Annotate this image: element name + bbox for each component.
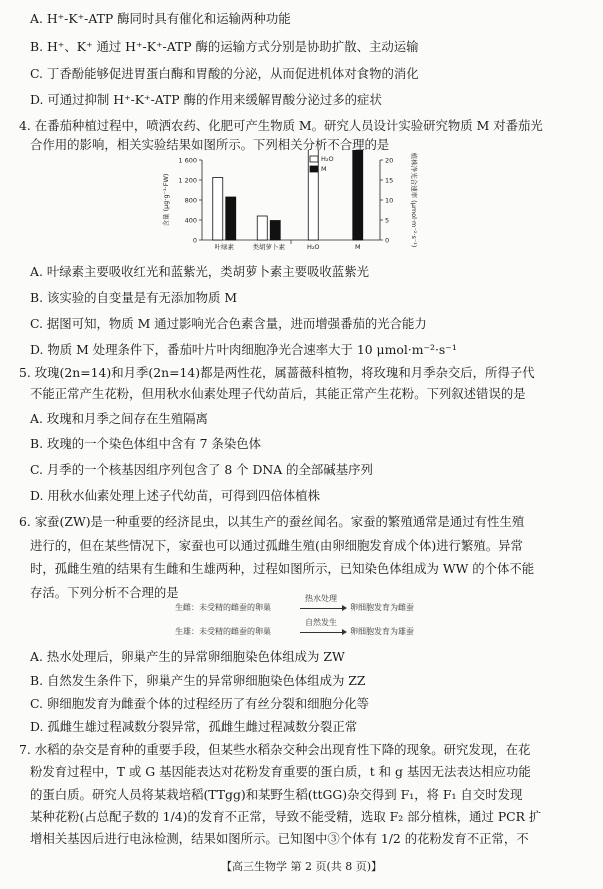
q4-option-b: B. 该实验的自变量是有无添加物质 M: [30, 290, 238, 305]
left-tick-label: 1 600: [178, 156, 197, 165]
category-label: M: [354, 243, 361, 251]
q7-stem-line-2: 粉发育过程中，T 或 G 基因能表达对花粉发育重要的蛋白质，t 和 g 基因无法表达相应功能: [30, 764, 531, 779]
flow-row-2-source: 生雄：未受精的雌蚕的卵巢: [175, 627, 271, 636]
q6-stem-line-4: 存活。下列分析不合理的是: [30, 585, 179, 600]
legend-label: M: [321, 165, 327, 173]
right-axis-title: 植株净光合速率 (μmol·m⁻²·s⁻¹): [410, 152, 418, 248]
bar-M: [226, 197, 236, 240]
q5-stem-line-1: 5. 玫瑰(2n=14)和月季(2n=14)都是两性花，属蔷薇科植物，将玫瑰和月季杂交后，所得子代: [19, 365, 535, 380]
q4-stem-line-2: 合作用的影响，相关实验结果如图所示。下列相关分析不合理的是: [30, 137, 390, 152]
q6-stem-line-3: 时，孤雌生殖的结果有生雌和生雄两种，过程如图所示，已知染色体组成为 WW 的个体不能: [30, 561, 535, 576]
q6-option-b: B. 自然发生条件下，卵巢产生的异常卵细胞染色体组成为 ZZ: [30, 673, 366, 688]
q7-stem-line-3: 的蛋白质。研究人员将某栽培稻(TTgg)和某野生稻(ttGG)杂交得到 F₁，将 F₁ 自交时发现: [30, 787, 523, 802]
q4-option-d: D. 物质 M 处理条件下，番茄叶片叶肉细胞净光合速率大于 10 μmol·m⁻²·s⁻¹: [30, 342, 457, 357]
left-tick-label: 400: [184, 216, 197, 225]
bar-M: [353, 150, 363, 240]
q6-stem-line-1: 6. 家蚕(ZW)是一种重要的经济昆虫，以其生产的蚕丝闻名。家蚕的繁殖通常是通过有性生殖: [19, 514, 525, 529]
q5-option-b: B. 玫瑰的一个染色体组中含有 7 条染色体: [30, 436, 261, 451]
right-tick-label: 10: [385, 196, 394, 205]
q5-stem-line-2: 不能正常产生花粉，但用秋水仙素处理子代幼苗后，其能正常产生花粉。下列叙述错误的是: [30, 386, 526, 401]
q7-stem-line-5: 增相关基因后进行电泳检测，结果如图所示。已知图中③个体有 1/2 的花粉发育不正常，不: [30, 831, 529, 846]
q4-option-c: C. 据图可知，物质 M 通过影响光合色素含量，进而增强番茄的光合能力: [30, 316, 427, 331]
right-tick-label: 5: [385, 216, 390, 225]
bar-M: [270, 221, 280, 241]
bar-H₂O: [213, 178, 223, 241]
q5-option-a: A. 玫瑰和月季之间存在生殖隔离: [30, 411, 208, 426]
category-label: H₂O: [306, 243, 320, 251]
q7-stem-line-1: 7. 水稻的杂交是育种的重要手段，但某些水稻杂交种会出现育性下降的现象。研究发现，在花: [19, 742, 531, 757]
left-axis-title: 含量 (μg·g⁻¹·FW): [162, 173, 170, 227]
left-tick-label: 800: [184, 196, 197, 205]
flow-row-2-result: 卵细胞发育为雄蚕: [350, 627, 414, 636]
flow-row-2-arrow-label: 自然发生: [305, 618, 337, 627]
flow-row-1-result: 卵细胞发育为雌蚕: [350, 603, 414, 612]
q6-stem-line-2: 进行的，但在某些情况下，家蚕也可以通过孤雌生殖(由卵细胞发育成个体)进行繁殖。异常: [30, 538, 523, 553]
left-tick-label: 0: [192, 236, 197, 245]
flow-row-2-arrow: [300, 632, 345, 633]
q4-bar-chart: [150, 150, 425, 260]
legend-label: H₂O: [321, 155, 334, 163]
category-label: 叶绿素: [214, 243, 234, 251]
page-footer: 【高三生物学 第 2 页(共 8 页)】: [220, 860, 383, 873]
q3-option-c: C. 丁香酚能够促进胃蛋白酶和胃酸的分泌，从而促进机体对食物的消化: [30, 66, 419, 81]
q3-option-d: D. 可通过抑制 H⁺-K⁺-ATP 酶的作用来缓解胃酸分泌过多的症状: [30, 92, 382, 107]
q7-stem-line-4: 某种花粉(占总配子数的 1/4)的发育不正常，导致不能受精，选取 F₂ 部分植株，通过 PCR 扩: [30, 809, 542, 824]
legend-swatch: [310, 166, 318, 172]
q5-option-d: D. 用秋水仙素处理上述子代幼苗，可得到四倍体植株: [30, 488, 320, 503]
q3-option-b: B. H⁺、K⁺ 通过 H⁺-K⁺-ATP 酶的运输方式分别是协助扩散、主动运输: [30, 39, 419, 54]
right-tick-label: 0: [385, 236, 390, 245]
left-tick-label: 1 200: [178, 176, 197, 185]
flow-row-1-arrow-label: 热水处理: [305, 594, 337, 603]
q6-option-c: C. 卵细胞发育为雌蚕个体的过程经历了有丝分裂和细胞分化等: [30, 696, 370, 711]
q4-option-a: A. 叶绿素主要吸收红光和蓝紫光，类胡萝卜素主要吸收蓝紫光: [30, 264, 369, 279]
right-tick-label: 20: [385, 156, 394, 165]
legend-swatch: [310, 156, 318, 162]
category-label: 类胡萝卜素: [252, 243, 285, 251]
flow-row-1-source: 生雌：未受精的雌蚕的卵巢: [175, 603, 271, 612]
bar-H₂O: [257, 216, 267, 240]
flow-row-1-arrow: [300, 608, 345, 609]
bar-H₂O: [308, 150, 318, 240]
q4-stem-line-1: 4. 在番茄种植过程中，喷洒农药、化肥可产生物质 M。研究人员设计实验研究物质 M 对番茄光: [19, 118, 543, 133]
q6-option-a: A. 热水处理后，卵巢产生的异常卵细胞染色体组成为 ZW: [30, 649, 345, 664]
q5-option-c: C. 月季的一个核基因组序列包含了 8 个 DNA 的全部碱基序列: [30, 462, 373, 477]
q3-option-a: A. H⁺-K⁺-ATP 酶同时具有催化和运输两种功能: [30, 11, 291, 26]
q6-option-d: D. 孤雌生雄过程减数分裂异常，孤雌生雌过程减数分裂正常: [30, 719, 358, 734]
right-tick-label: 15: [385, 176, 394, 185]
